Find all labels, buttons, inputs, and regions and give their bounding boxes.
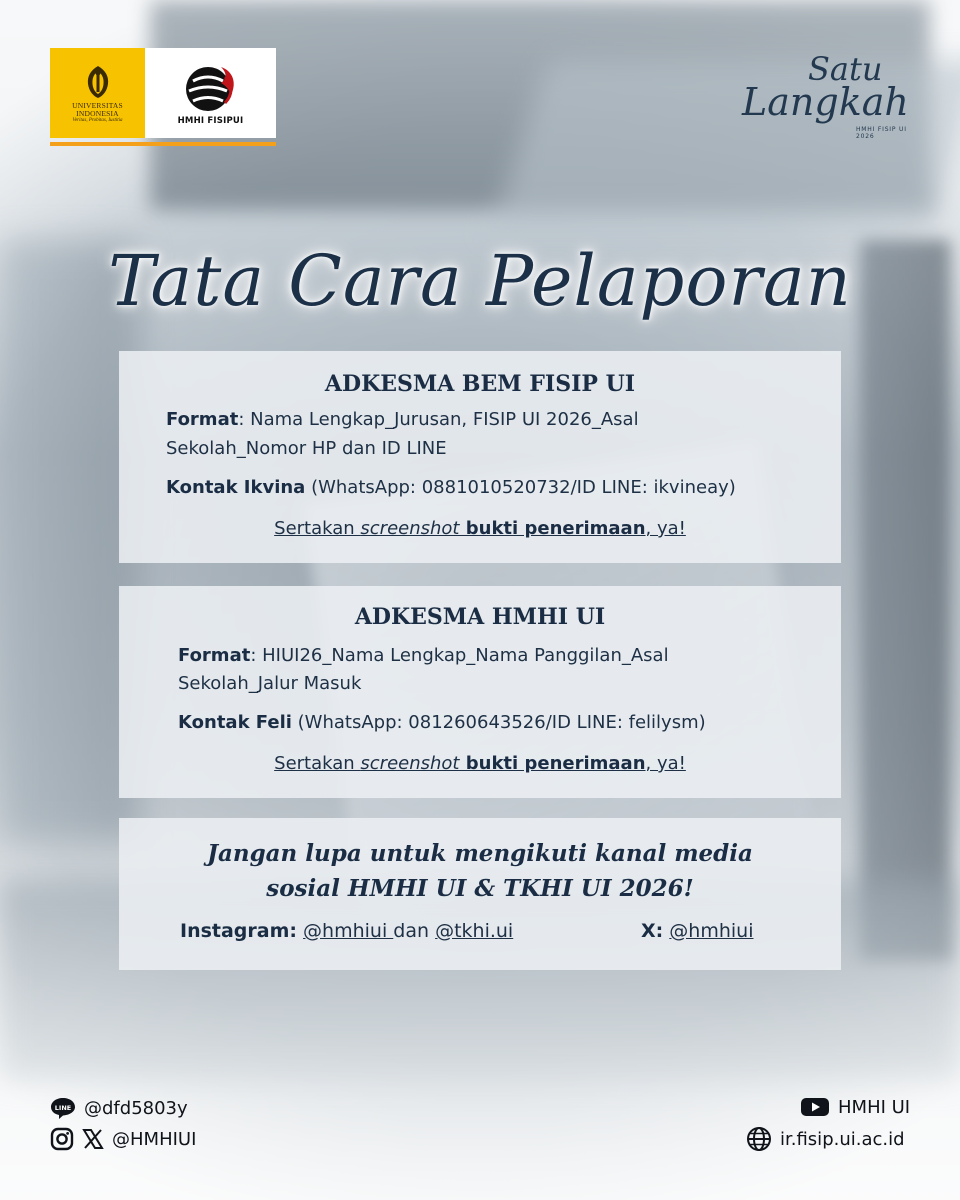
satu-langkah-logo [738,50,918,142]
bem-card-heading: ADKESMA BEM FISIP UI [324,371,636,397]
bem-note-bold: bukti penerimaan [459,518,646,539]
bem-note-italic: screenshot [360,518,460,539]
bem-note-post: , ya! [645,518,686,539]
x-label: X: [641,920,664,942]
bem-contact-detail: (WhatsApp: 0881010520732/ID LINE: ikvineay) [305,477,736,498]
hmhi-screenshot-note [119,750,841,778]
instagram-handle-tkhiui[interactable]: @tkhi.ui [435,920,514,942]
reminder-line2: sosial HMHI UI & TKHI UI 2026! [266,875,694,902]
bem-format-line1 [166,406,639,434]
hmhi-note-italic: screenshot [360,753,460,774]
page-title: Tata Cara Pelaporan [108,240,852,322]
ui-logo-text: UNIVERSITAS INDONESIA [72,100,123,118]
hmhi-contact-label: Kontak Feli [178,712,292,733]
bem-report-card [119,351,841,563]
footer-instagram-x [50,1127,196,1151]
hmhi-card-heading: ADKESMA HMHI UI [354,604,606,630]
bem-screenshot-note [119,515,841,543]
social-media-card [119,818,841,970]
hmhi-format-line1 [178,642,669,670]
ui-logo-tagline: Veritas, Probitas, Iustitia [72,117,123,123]
ui-logo [50,48,145,138]
bem-format-line2: Sekolah_Nomor HP dan ID LINE [166,438,447,459]
line-app-icon [50,1096,76,1120]
logo-strip [50,48,276,146]
bem-format-text1: : Nama Lengkap_Jurusan, FISIP UI 2026_Asal [238,409,639,430]
instagram-line [180,917,513,945]
hmhi-format-text1: : HIUI26_Nama Lengkap_Nama Panggilan_Asal [250,645,669,666]
footer-line [50,1096,188,1120]
bem-note-pre: Sertakan [274,518,361,539]
instagram-x-handle-text[interactable]: @HMHIUI [112,1128,197,1150]
youtube-icon [800,1096,830,1118]
x-line [641,917,754,945]
footer-website [746,1126,905,1152]
bem-contact-label: Kontak Ikvina [166,477,306,498]
hmhi-format-line2: Sekolah_Jalur Masuk [178,673,362,694]
langkah-text: Langkah [742,80,909,124]
line-id-text[interactable]: @dfd5803y [84,1097,188,1119]
youtube-channel-text[interactable]: HMHI UI [838,1096,911,1118]
instagram-and: dan [393,920,436,942]
hmhi-contact-detail: (WhatsApp: 081260643526/ID LINE: felilysm) [291,712,706,733]
makara-crest-icon [81,64,115,100]
svg-text:LINE: LINE [54,1104,72,1112]
hmhi-note-pre: Sertakan [274,753,361,774]
hmhi-logo [145,48,276,138]
x-icon [82,1128,104,1150]
globe-icon [746,1126,772,1152]
hmhi-logo-text: HMHI FISIPUI [177,115,244,126]
hmhi-report-card [119,586,841,798]
reminder-line1: Jangan lupa untuk mengikuti kanal media [207,840,753,867]
website-link-text[interactable]: ir.fisip.ui.ac.id [780,1128,905,1150]
bem-contact-line [166,474,736,502]
hmhi-globe-icon [181,61,241,115]
background-pillar [860,240,950,960]
hmhi-format-label: Format [178,645,251,666]
satu-langkah-subtitle: HMHI FISIP UI 2026 [856,126,907,140]
hmhi-contact-line [178,709,706,737]
instagram-handle-hmhiui[interactable]: @hmhiui [303,920,394,942]
hmhi-note-bold: bukti penerimaan [459,753,646,774]
x-handle[interactable]: @hmhiui [669,920,754,942]
instagram-icon [50,1127,74,1151]
hmhi-note-post: , ya! [645,753,686,774]
instagram-label: Instagram: [180,920,297,942]
bem-format-label: Format [166,409,239,430]
satu-text: Satu [808,50,883,88]
footer-youtube [800,1096,910,1118]
